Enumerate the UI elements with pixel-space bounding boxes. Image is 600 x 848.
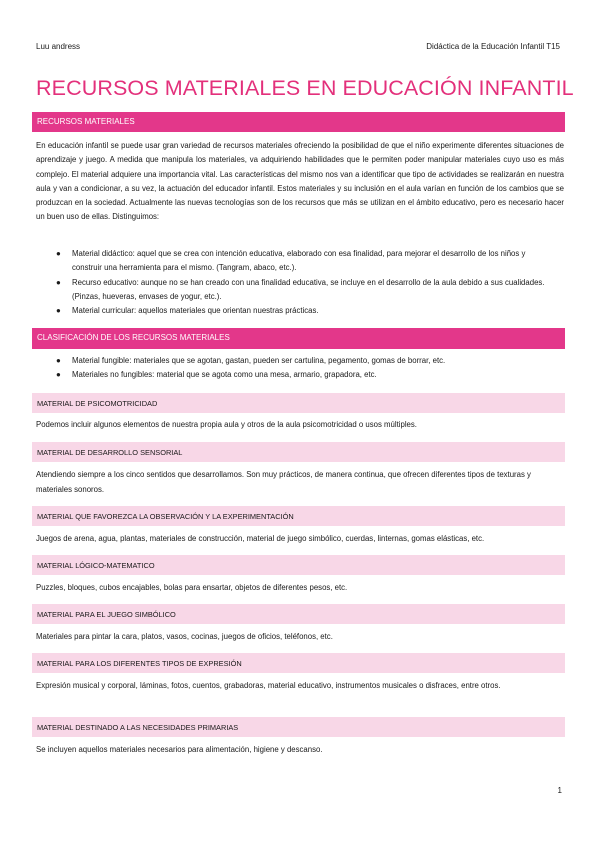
subsection-text-observacion: Juegos de arena, agua, plantas, materiales de construcción, material de juego simbólico, cuerdas, linternas, gomas elásticas, etc. — [36, 534, 485, 543]
page-title: RECURSOS MATERIALES EN EDUCACIÓN INFANTIL — [36, 76, 574, 100]
list-item-text: Material curricular: aquellos materiales que orientan nuestras prácticas. — [72, 306, 319, 316]
list-item-text: Material fungible: materiales que se agotan, gastan, pueden ser cartulina, pegamento, gomas de borrar, etc. — [72, 356, 446, 365]
list-item-text: Materiales no fungibles: material que se agota como una mesa, armario, grapadora, etc. — [72, 370, 377, 380]
subsection-heading-observacion — [32, 506, 565, 526]
bullet-icon: ● — [56, 306, 61, 316]
section-heading-clasificacion — [32, 328, 565, 349]
bullet-icon: ● — [56, 356, 61, 365]
subsection-text-simbolico: Materiales para pintar la cara, platos, vasos, cocinas, juegos de oficios, teléfonos, etc. — [36, 632, 333, 641]
subsection-text-sensorial: Atendiendo siempre a los cinco sentidos que desarrollamos. Son muy prácticos, de manera continua, que ofrecen diferentes tipos de texturas y materiales sonoros. — [36, 470, 531, 494]
subsection-heading-label: MATERIAL LÓGICO-MATEMATICO — [37, 561, 155, 570]
subsection-heading-psicomotricidad — [32, 393, 565, 413]
classification-list — [0, 354, 600, 383]
bullet-icon: ● — [56, 249, 61, 258]
intro-paragraph: En educación infantil se puede usar gran variedad de recursos materiales ofreciendo la posibilidad de que el niño experimente diferentes situaciones de aprendizaje y juego. A medida que manipula los materiales, va adquiriendo habilidades que le permiten poder manipular materiales cuyo uso es más complejo. El material adquiere una importancia vital. Las características del mismo nos van a identificar que tipo de actividades se realizarán en nuestra aula y van a condicionar, a su vez, la actuación del educador infantil. Estos materiales y su inclusión en el aula varían en función de los cambios que se produzcan en la sociedad. Actualmente las nuevas tecnologías son de los recursos que más se utilizan en el ámbito educativo, pero es necesario hacer un buen uso de ellas. Distinguimos: — [36, 141, 564, 222]
subsection-heading-expresion — [32, 653, 565, 673]
subsection-heading-label: MATERIAL DE DESARROLLO SENSORIAL — [37, 448, 183, 457]
subsection-heading-label: MATERIAL PARA LOS DIFERENTES TIPOS DE EXPRESIÓN — [37, 659, 242, 668]
subsection-text-psicomotricidad: Podemos incluir algunos elementos de nuestra propia aula y otros de la aula psicomotricidad o usos múltiples. — [36, 420, 417, 429]
subsection-text-expresion: Expresión musical y corporal, láminas, fotos, cuentos, grabadoras, material educativo, instrumentos musicales o disfraces, entre otros. — [36, 681, 501, 690]
section-heading-recursos — [32, 112, 565, 132]
subsection-heading-simbolico — [32, 604, 565, 624]
subsection-heading-label: MATERIAL DESTINADO A LAS NECESIDADES PRIMARIAS — [37, 723, 239, 732]
subsection-text-logico: Puzzles, bloques, cubos encajables, bolas para ensartar, objetos de diferentes pesos, etc. — [36, 583, 348, 592]
section-heading-label: RECURSOS MATERIALES — [37, 117, 135, 126]
list-item-text: Recurso educativo: aunque no se han creado con una finalidad educativa, se incluye en el desarrollo de la aula debido a sus cualidades. (Pinzas, hueveras, envases de yogur, etc.). — [72, 277, 545, 301]
subsection-heading-label: MATERIAL PARA EL JUEGO SIMBÓLICO — [37, 610, 176, 619]
list-item — [0, 276, 552, 305]
bullet-icon: ● — [56, 277, 61, 287]
subsection-heading-necesidades — [32, 717, 565, 737]
list-item-text: Material didáctico: aquel que se crea con intención educativa, elaborado con esa finalidad, para mejorar el desarrollo de los niños y construir una herramienta para el mismo. (Tangram, abaco, etc.). — [72, 249, 526, 273]
list-item — [0, 304, 552, 318]
subsection-text-necesidades: Se incluyen aquellos materiales necesarios para alimentación, higiene y descanso. — [36, 745, 323, 754]
section-heading-label: CLASIFICACIÓN DE LOS RECURSOS MATERIALES — [37, 333, 230, 342]
page-number: 1 — [557, 786, 562, 795]
subsection-heading-label: MATERIAL DE PSICOMOTRICIDAD — [37, 399, 158, 408]
subsection-heading-logico — [32, 555, 565, 575]
resources-list — [0, 247, 600, 318]
list-item — [0, 368, 552, 382]
subsection-heading-label: MATERIAL QUE FAVOREZCA LA OBSERVACIÓN Y LA EXPERIMENTACIÓN — [37, 512, 294, 521]
header-author: Luu andress — [36, 42, 81, 51]
bullet-icon: ● — [56, 370, 61, 380]
list-item — [0, 247, 552, 276]
subsection-heading-sensorial — [32, 442, 565, 462]
header-course: Didáctica de la Educación Infantil T15 — [426, 42, 560, 51]
list-item — [0, 354, 552, 368]
